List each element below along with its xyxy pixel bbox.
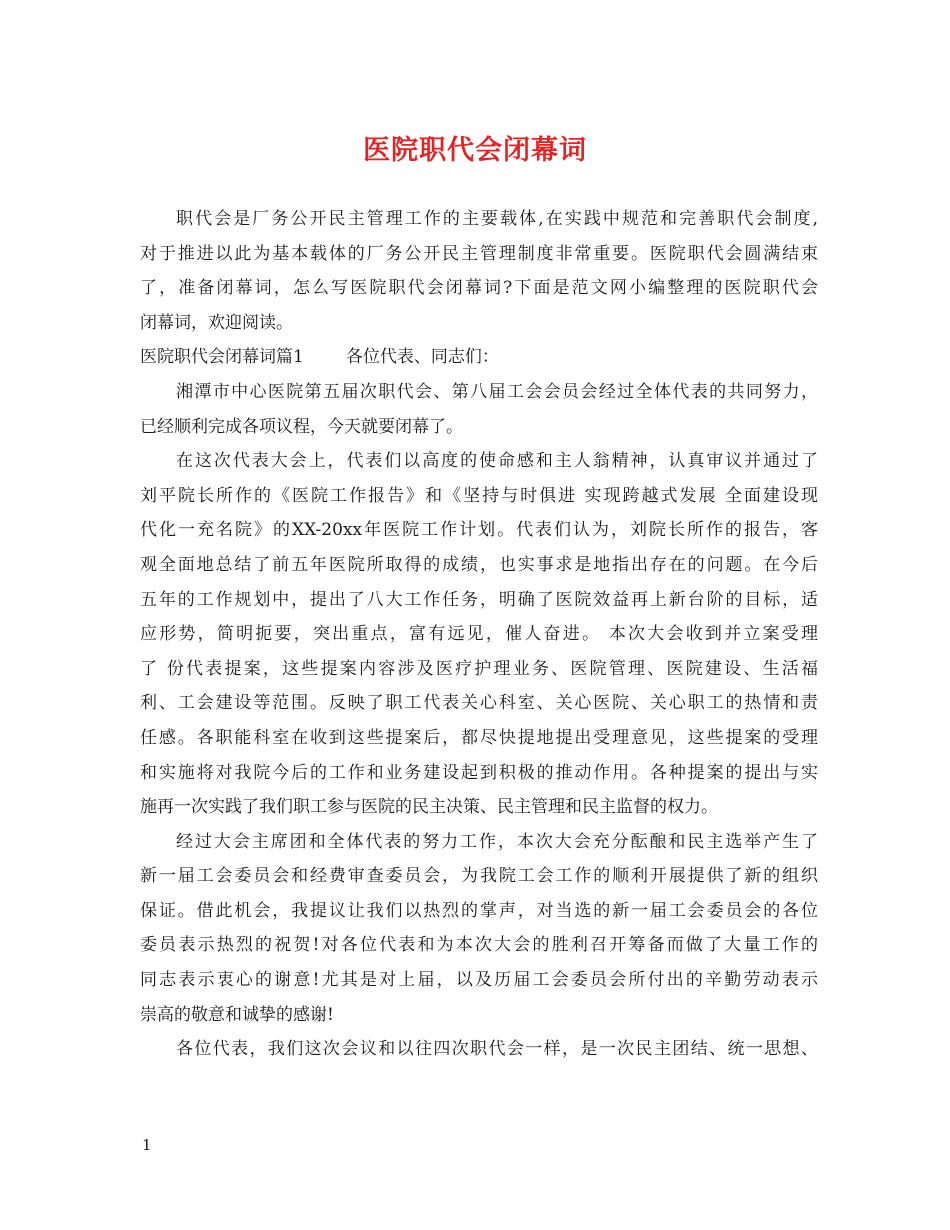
document-body	[140, 202, 818, 1067]
text-line: 观全面地总结了前五年医院所取得的成绩，也实事求是地指出存在的问题。在今后	[140, 554, 818, 575]
text-line: 代化一充名院》的XX-20xx年医院工作计划。代表们认为，刘院长所作的报告，客	[140, 520, 818, 541]
page-number: 1	[142, 1136, 152, 1154]
text-line: 委员表示热烈的祝贺!对各位代表和为本次大会的胜利召开筹备而做了大量工作的	[140, 935, 818, 956]
text-line: 各位代表，我们这次会议和以往四次职代会一样，是一次民主团结、统一思想、	[176, 1039, 818, 1060]
text-line: 闭幕词，欢迎阅读。	[140, 312, 293, 333]
text-line: 了，准备闭幕词，怎么写医院职代会闭幕词?下面是范文网小编整理的医院职代会	[140, 278, 818, 299]
text-line: 崇高的敬意和诚挚的感谢!	[140, 1004, 334, 1025]
section-heading: 医院职代会闭幕词篇1	[140, 347, 304, 368]
section-greeting: 各位代表、同志们：	[345, 347, 499, 368]
text-line: 了 份代表提案，这些提案内容涉及医疗护理业务、医院管理、医院建设、生活福	[140, 658, 818, 679]
text-line: 同志表示衷心的谢意!尤其是对上届，以及历届工会委员会所付出的辛勤劳动表示	[140, 970, 818, 991]
text-line: 刘平院长所作的《医院工作报告》和《坚持与时俱进 实现跨越式发展 全面建设现	[140, 485, 818, 506]
text-line: 应形势，简明扼要，突出重点，富有远见，催人奋进。 本次大会收到并立案受理	[140, 624, 818, 645]
text-line: 在这次代表大会上，代表们以高度的使命感和主人翁精神，认真审议并通过了	[176, 451, 818, 472]
section-heading-line	[140, 340, 818, 375]
text-line: 利、工会建设等范围。反映了职工代表关心科室、关心医院、关心职工的热情和责	[140, 693, 818, 714]
text-line: 施再一次实践了我们职工参与医院的民主决策、民主管理和民主监督的权力。	[140, 797, 718, 818]
text-line: 已经顺利完成各项议程，今天就要闭幕了。	[140, 416, 463, 437]
text-line: 对于推进以此为基本载体的厂务公开民主管理制度非常重要。医院职代会圆满结束	[140, 243, 818, 264]
text-line: 经过大会主席团和全体代表的努力工作，本次大会充分酝酿和民主选举产生了	[176, 831, 818, 852]
document-title: 医院职代会闭幕词	[363, 135, 587, 166]
text-line: 五年的工作规划中，提出了八大工作任务，明确了医院效益再上新台阶的目标，适	[140, 589, 818, 610]
text-line: 任感。各职能科室在收到这些提案后，都尽快提地提出受理意见，这些提案的受理	[140, 727, 818, 748]
text-line: 保证。借此机会，我提议让我们以热烈的掌声，对当选的新一届工会委员会的各位	[140, 900, 818, 921]
text-line: 和实施将对我院今后的工作和业务建设起到积极的推动作用。各种提案的提出与实	[140, 762, 818, 783]
text-line: 湘潭市中心医院第五届次职代会、第八届工会会员会经过全体代表的共同努力，	[176, 381, 818, 402]
text-line: 新一届工会委员会和经费审查委员会，为我院工会工作的顺利开展提供了新的组织	[140, 866, 818, 887]
text-line: 职代会是厂务公开民主管理工作的主要载体,在实践中规范和完善职代会制度,	[176, 209, 818, 229]
